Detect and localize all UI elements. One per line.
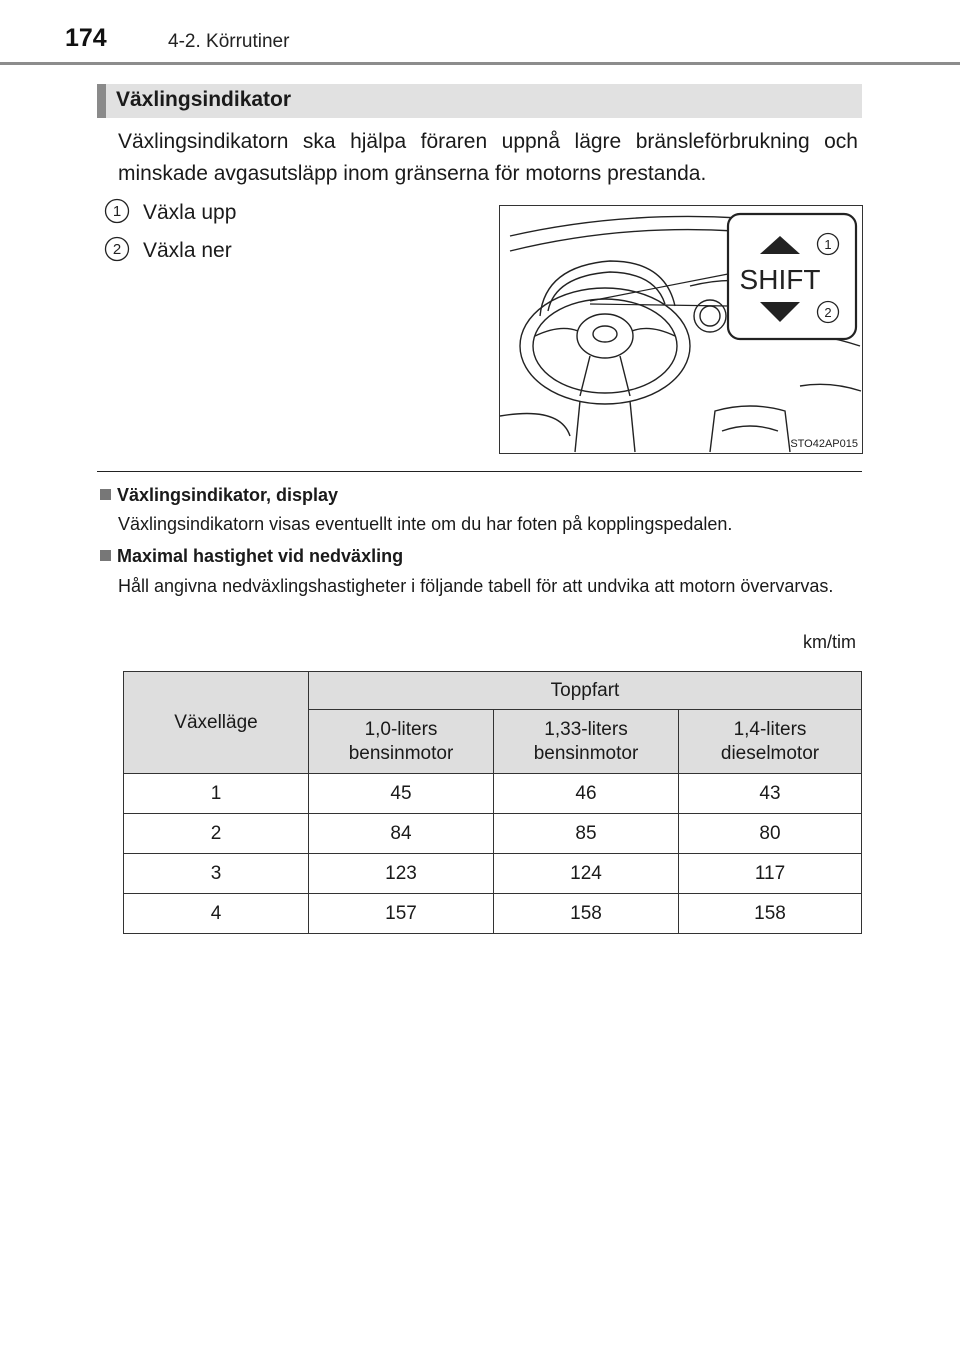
- dashboard-drawing: [500, 206, 862, 453]
- table-cell: 123: [309, 854, 494, 894]
- intro-paragraph: Växlingsindikatorn ska hjälpa föraren uppnå lägre bränsleförbrukning och minskade avgasutsläpp inom gränserna för motorns prestanda.: [118, 130, 858, 185]
- subsection-heading-speed: Maximal hastighet vid nedväxling: [100, 546, 403, 567]
- table-cell: 1: [124, 774, 309, 814]
- svg-text:1: 1: [824, 237, 832, 252]
- downshift-speed-table: [123, 671, 862, 934]
- section-title: Växlingsindikator: [116, 88, 292, 111]
- shift-label: SHIFT: [739, 264, 821, 295]
- callout-number-icon: [104, 198, 130, 224]
- engine-column-header: 1,0-liters bensinmotor: [309, 710, 494, 774]
- table-cell: 158: [494, 894, 679, 934]
- table-cell: 43: [679, 774, 862, 814]
- page-number: 174: [65, 24, 107, 52]
- callout-label-shift-up: Växla upp: [143, 201, 237, 224]
- section-divider: [97, 471, 862, 472]
- dashboard-illustration: [499, 205, 863, 454]
- table-cell: 3: [124, 854, 309, 894]
- engine-column-header: 1,33-liters bensinmotor: [494, 710, 679, 774]
- table-cell: 46: [494, 774, 679, 814]
- subsection-text-display: Växlingsindikatorn visas eventuellt inte om du har foten på kopplingspedalen.: [118, 514, 733, 534]
- engine-column-header: 1,4-liters dieselmotor: [679, 710, 862, 774]
- subsection-text-speed: Håll angivna nedväxlingshastigheter i följande tabell för att undvika att motorn övervarvas.: [118, 576, 834, 596]
- svg-text:2: 2: [824, 305, 832, 320]
- table-cell: 2: [124, 814, 309, 854]
- square-bullet-icon: [100, 489, 111, 500]
- table-row: [124, 814, 862, 854]
- svg-text:1: 1: [112, 203, 122, 220]
- table-cell: 84: [309, 814, 494, 854]
- figure-code: STO42AP015: [790, 438, 858, 450]
- table-cell: 45: [309, 774, 494, 814]
- table-cell: 4: [124, 894, 309, 934]
- table-cell: 157: [309, 894, 494, 934]
- table-cell: 124: [494, 854, 679, 894]
- square-bullet-icon: [100, 550, 111, 561]
- table-cell: 85: [494, 814, 679, 854]
- gear-column-header: Växelläge: [124, 672, 309, 774]
- section-heading-bar: [97, 84, 862, 118]
- table-cell: 158: [679, 894, 862, 934]
- table-cell: 117: [679, 854, 862, 894]
- heading-accent: [97, 84, 106, 118]
- top-speed-group-header: Toppfart: [309, 672, 862, 710]
- table-cell: 80: [679, 814, 862, 854]
- table-row: [124, 894, 862, 934]
- callout-number-icon: [104, 236, 130, 262]
- table-row: [124, 774, 862, 814]
- table-row: [124, 854, 862, 894]
- callout-label-shift-down: Växla ner: [143, 239, 232, 262]
- chapter-title: 4-2. Körrutiner: [168, 31, 290, 52]
- subsection-heading-display: Växlingsindikator, display: [100, 485, 338, 506]
- table-unit: km/tim: [803, 632, 856, 652]
- header-divider: [0, 62, 960, 65]
- svg-text:2: 2: [112, 241, 122, 258]
